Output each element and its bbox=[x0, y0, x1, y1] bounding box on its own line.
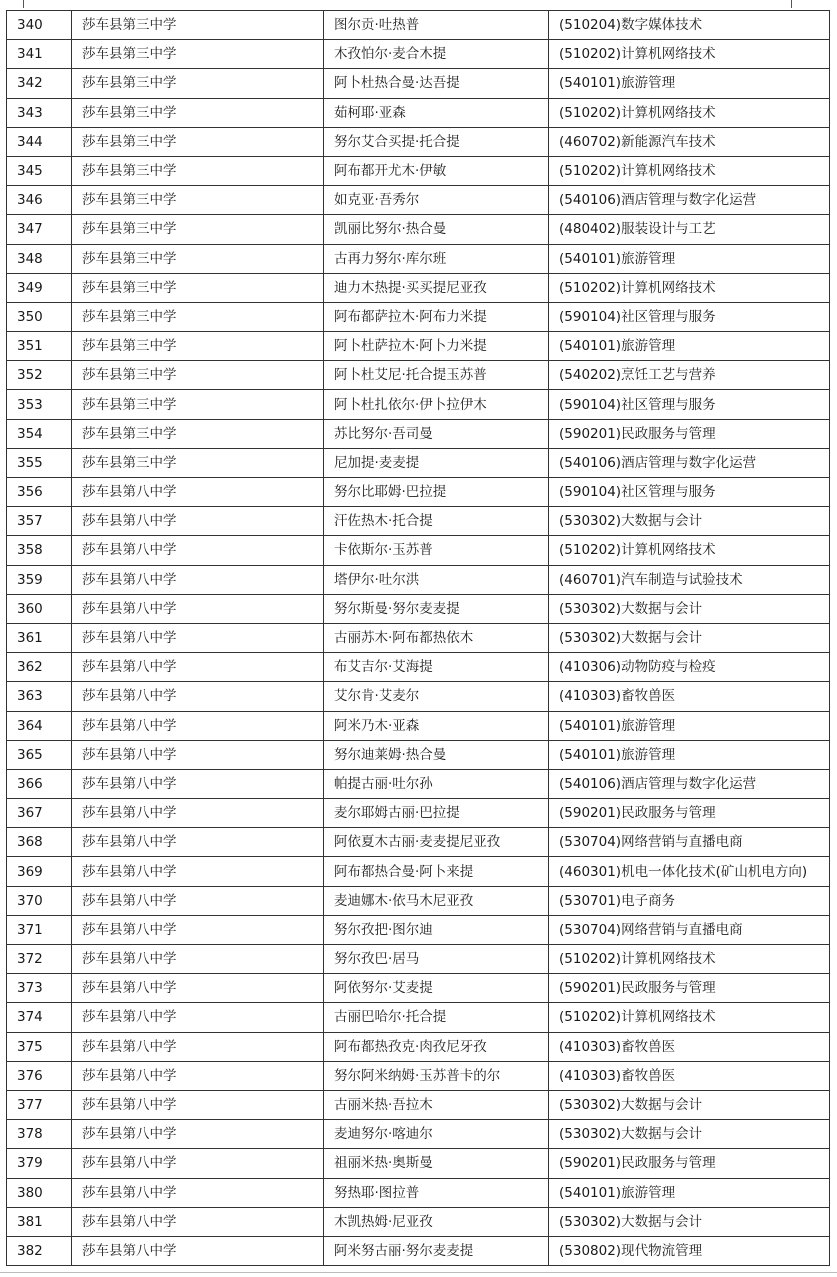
student-name-cell: 阿依夏木古丽·麦麦提尼亚孜 bbox=[324, 828, 549, 857]
roster-body bbox=[7, 11, 830, 1266]
school-name-cell: 莎车县第三中学 bbox=[72, 40, 324, 69]
table-row bbox=[7, 974, 830, 1003]
school-name-cell: 莎车县第三中学 bbox=[72, 127, 324, 156]
school-name-cell: 莎车县第八中学 bbox=[72, 974, 324, 1003]
student-name-cell: 尼加提·麦麦提 bbox=[324, 448, 549, 477]
school-name-cell: 莎车县第八中学 bbox=[72, 740, 324, 769]
school-name-cell: 莎车县第八中学 bbox=[72, 1090, 324, 1119]
student-name-cell: 阿布都热孜克·肉孜尼牙孜 bbox=[324, 1032, 549, 1061]
major-name-cell: (590201)民政服务与管理 bbox=[549, 799, 830, 828]
student-name-cell: 阿卜杜萨拉木·阿卜力米提 bbox=[324, 332, 549, 361]
school-name-cell: 莎车县第八中学 bbox=[72, 1207, 324, 1236]
table-row bbox=[7, 623, 830, 652]
student-name-cell: 努尔孜巴·居马 bbox=[324, 945, 549, 974]
row-number-cell: 340 bbox=[7, 11, 72, 40]
student-name-cell: 阿卜杜扎依尔·伊卜拉伊木 bbox=[324, 390, 549, 419]
row-number-cell: 361 bbox=[7, 623, 72, 652]
major-name-cell: (590201)民政服务与管理 bbox=[549, 419, 830, 448]
school-name-cell: 莎车县第三中学 bbox=[72, 302, 324, 331]
table-row bbox=[7, 273, 830, 302]
school-name-cell: 莎车县第八中学 bbox=[72, 1120, 324, 1149]
major-name-cell: (530302)大数据与会计 bbox=[549, 507, 830, 536]
student-name-cell: 古再力努尔·库尔班 bbox=[324, 244, 549, 273]
table-row bbox=[7, 1003, 830, 1032]
major-name-cell: (480402)服装设计与工艺 bbox=[549, 215, 830, 244]
student-name-cell: 帕提古丽·吐尔孙 bbox=[324, 769, 549, 798]
table-row bbox=[7, 594, 830, 623]
major-name-cell: (530704)网络营销与直播电商 bbox=[549, 828, 830, 857]
school-name-cell: 莎车县第八中学 bbox=[72, 1149, 324, 1178]
row-number-cell: 359 bbox=[7, 565, 72, 594]
row-number-cell: 364 bbox=[7, 711, 72, 740]
student-name-cell: 努尔孜把·图尔迪 bbox=[324, 915, 549, 944]
table-row bbox=[7, 419, 830, 448]
major-name-cell: (410303)畜牧兽医 bbox=[549, 1061, 830, 1090]
school-name-cell: 莎车县第八中学 bbox=[72, 1003, 324, 1032]
row-number-cell: 378 bbox=[7, 1120, 72, 1149]
student-name-cell: 麦尔耶姆古丽·巴拉提 bbox=[324, 799, 549, 828]
row-number-cell: 355 bbox=[7, 448, 72, 477]
student-name-cell: 阿布都萨拉木·阿布力米提 bbox=[324, 302, 549, 331]
major-name-cell: (590104)社区管理与服务 bbox=[549, 390, 830, 419]
major-name-cell: (590104)社区管理与服务 bbox=[549, 478, 830, 507]
row-number-cell: 376 bbox=[7, 1061, 72, 1090]
major-name-cell: (540101)旅游管理 bbox=[549, 244, 830, 273]
school-name-cell: 莎车县第八中学 bbox=[72, 711, 324, 740]
school-name-cell: 莎车县第八中学 bbox=[72, 799, 324, 828]
page-bottom-rule bbox=[0, 1272, 837, 1273]
student-name-cell: 汗佐热木·托合提 bbox=[324, 507, 549, 536]
student-name-cell: 努尔斯曼·努尔麦麦提 bbox=[324, 594, 549, 623]
table-row bbox=[7, 1061, 830, 1090]
row-number-cell: 367 bbox=[7, 799, 72, 828]
student-name-cell: 卡依斯尔·玉苏普 bbox=[324, 536, 549, 565]
school-name-cell: 莎车县第三中学 bbox=[72, 361, 324, 390]
school-name-cell: 莎车县第八中学 bbox=[72, 478, 324, 507]
row-number-cell: 381 bbox=[7, 1207, 72, 1236]
major-name-cell: (590104)社区管理与服务 bbox=[549, 302, 830, 331]
student-name-cell: 古丽苏木·阿布都热依木 bbox=[324, 623, 549, 652]
row-number-cell: 373 bbox=[7, 974, 72, 1003]
student-name-cell: 麦迪努尔·喀迪尔 bbox=[324, 1120, 549, 1149]
table-row bbox=[7, 302, 830, 331]
row-number-cell: 341 bbox=[7, 40, 72, 69]
row-number-cell: 372 bbox=[7, 945, 72, 974]
row-number-cell: 344 bbox=[7, 127, 72, 156]
major-name-cell: (530704)网络营销与直播电商 bbox=[549, 915, 830, 944]
student-name-cell: 阿米乃木·亚森 bbox=[324, 711, 549, 740]
student-name-cell: 图尔贡·吐热普 bbox=[324, 11, 549, 40]
student-name-cell: 麦迪娜木·依马木尼亚孜 bbox=[324, 886, 549, 915]
student-name-cell: 古丽巴哈尔·托合提 bbox=[324, 1003, 549, 1032]
major-name-cell: (540101)旅游管理 bbox=[549, 711, 830, 740]
student-name-cell: 阿布都热合曼·阿卜来提 bbox=[324, 857, 549, 886]
table-row bbox=[7, 478, 830, 507]
table-row bbox=[7, 1090, 830, 1119]
row-number-cell: 345 bbox=[7, 156, 72, 185]
student-name-cell: 祖丽米热·奥斯曼 bbox=[324, 1149, 549, 1178]
major-name-cell: (540101)旅游管理 bbox=[549, 1178, 830, 1207]
school-name-cell: 莎车县第三中学 bbox=[72, 186, 324, 215]
major-name-cell: (410303)畜牧兽医 bbox=[549, 1032, 830, 1061]
school-name-cell: 莎车县第三中学 bbox=[72, 98, 324, 127]
row-number-cell: 370 bbox=[7, 886, 72, 915]
row-number-cell: 369 bbox=[7, 857, 72, 886]
major-name-cell: (540101)旅游管理 bbox=[549, 332, 830, 361]
row-number-cell: 348 bbox=[7, 244, 72, 273]
major-name-cell: (540202)烹饪工艺与营养 bbox=[549, 361, 830, 390]
major-name-cell: (510202)计算机网络技术 bbox=[549, 40, 830, 69]
major-name-cell: (510202)计算机网络技术 bbox=[549, 536, 830, 565]
major-name-cell: (540101)旅游管理 bbox=[549, 740, 830, 769]
row-number-cell: 352 bbox=[7, 361, 72, 390]
row-number-cell: 360 bbox=[7, 594, 72, 623]
major-name-cell: (530302)大数据与会计 bbox=[549, 1207, 830, 1236]
table-row bbox=[7, 1236, 830, 1265]
major-name-cell: (410303)畜牧兽医 bbox=[549, 682, 830, 711]
table-row bbox=[7, 1032, 830, 1061]
table-row bbox=[7, 857, 830, 886]
major-name-cell: (540101)旅游管理 bbox=[549, 69, 830, 98]
student-name-cell: 阿卜杜热合曼·达吾提 bbox=[324, 69, 549, 98]
student-name-cell: 阿米努古丽·努尔麦麦提 bbox=[324, 1236, 549, 1265]
school-name-cell: 莎车县第八中学 bbox=[72, 1032, 324, 1061]
table-row bbox=[7, 361, 830, 390]
row-number-cell: 371 bbox=[7, 915, 72, 944]
row-number-cell: 368 bbox=[7, 828, 72, 857]
student-name-cell: 凯丽比努尔·热合曼 bbox=[324, 215, 549, 244]
table-row bbox=[7, 186, 830, 215]
major-name-cell: (460701)汽车制造与试验技术 bbox=[549, 565, 830, 594]
major-name-cell: (530802)现代物流管理 bbox=[549, 1236, 830, 1265]
row-number-cell: 375 bbox=[7, 1032, 72, 1061]
table-row bbox=[7, 769, 830, 798]
table-row bbox=[7, 156, 830, 185]
school-name-cell: 莎车县第三中学 bbox=[72, 390, 324, 419]
row-number-cell: 351 bbox=[7, 332, 72, 361]
row-number-cell: 356 bbox=[7, 478, 72, 507]
row-number-cell: 365 bbox=[7, 740, 72, 769]
major-name-cell: (540106)酒店管理与数字化运营 bbox=[549, 769, 830, 798]
row-number-cell: 358 bbox=[7, 536, 72, 565]
table-row bbox=[7, 215, 830, 244]
row-number-cell: 374 bbox=[7, 1003, 72, 1032]
table-row bbox=[7, 507, 830, 536]
major-name-cell: (530302)大数据与会计 bbox=[549, 594, 830, 623]
major-name-cell: (410306)动物防疫与检疫 bbox=[549, 653, 830, 682]
table-row bbox=[7, 11, 830, 40]
school-name-cell: 莎车县第八中学 bbox=[72, 594, 324, 623]
school-name-cell: 莎车县第三中学 bbox=[72, 448, 324, 477]
school-name-cell: 莎车县第三中学 bbox=[72, 215, 324, 244]
major-name-cell: (460301)机电一体化技术(矿山机电方向) bbox=[549, 857, 830, 886]
major-name-cell: (460702)新能源汽车技术 bbox=[549, 127, 830, 156]
major-name-cell: (540106)酒店管理与数字化运营 bbox=[549, 448, 830, 477]
school-name-cell: 莎车县第八中学 bbox=[72, 1236, 324, 1265]
row-number-cell: 346 bbox=[7, 186, 72, 215]
row-number-cell: 380 bbox=[7, 1178, 72, 1207]
student-name-cell: 努尔迪莱姆·热合曼 bbox=[324, 740, 549, 769]
school-name-cell: 莎车县第三中学 bbox=[72, 69, 324, 98]
table-row bbox=[7, 1178, 830, 1207]
table-row bbox=[7, 98, 830, 127]
table-row bbox=[7, 1120, 830, 1149]
table-row bbox=[7, 448, 830, 477]
major-name-cell: (510204)数字媒体技术 bbox=[549, 11, 830, 40]
table-row bbox=[7, 886, 830, 915]
major-name-cell: (590201)民政服务与管理 bbox=[549, 974, 830, 1003]
row-number-cell: 350 bbox=[7, 302, 72, 331]
table-row bbox=[7, 945, 830, 974]
row-number-cell: 349 bbox=[7, 273, 72, 302]
table-row bbox=[7, 653, 830, 682]
school-name-cell: 莎车县第八中学 bbox=[72, 623, 324, 652]
table-row bbox=[7, 40, 830, 69]
row-number-cell: 347 bbox=[7, 215, 72, 244]
student-name-cell: 努尔艾合买提·托合提 bbox=[324, 127, 549, 156]
row-number-cell: 362 bbox=[7, 653, 72, 682]
table-row bbox=[7, 915, 830, 944]
school-name-cell: 莎车县第八中学 bbox=[72, 886, 324, 915]
school-name-cell: 莎车县第八中学 bbox=[72, 682, 324, 711]
major-name-cell: (530701)电子商务 bbox=[549, 886, 830, 915]
row-number-cell: 343 bbox=[7, 98, 72, 127]
table-row bbox=[7, 1207, 830, 1236]
student-name-cell: 古丽米热·吾拉木 bbox=[324, 1090, 549, 1119]
school-name-cell: 莎车县第八中学 bbox=[72, 828, 324, 857]
student-name-cell: 阿依努尔·艾麦提 bbox=[324, 974, 549, 1003]
page-top-crop-marks bbox=[0, 0, 837, 10]
student-name-cell: 木孜怕尔·麦合木提 bbox=[324, 40, 549, 69]
table-row bbox=[7, 828, 830, 857]
school-name-cell: 莎车县第八中学 bbox=[72, 915, 324, 944]
student-name-cell: 努热耶·图拉普 bbox=[324, 1178, 549, 1207]
major-name-cell: (540106)酒店管理与数字化运营 bbox=[549, 186, 830, 215]
table-row bbox=[7, 682, 830, 711]
major-name-cell: (510202)计算机网络技术 bbox=[549, 273, 830, 302]
table-row bbox=[7, 244, 830, 273]
school-name-cell: 莎车县第三中学 bbox=[72, 419, 324, 448]
row-number-cell: 357 bbox=[7, 507, 72, 536]
school-name-cell: 莎车县第八中学 bbox=[72, 857, 324, 886]
student-name-cell: 阿卜杜艾尼·托合提玉苏普 bbox=[324, 361, 549, 390]
row-number-cell: 342 bbox=[7, 69, 72, 98]
student-name-cell: 努尔比耶姆·巴拉提 bbox=[324, 478, 549, 507]
crop-mark bbox=[791, 0, 792, 8]
major-name-cell: (530302)大数据与会计 bbox=[549, 623, 830, 652]
admission-roster-table bbox=[6, 10, 830, 1266]
school-name-cell: 莎车县第三中学 bbox=[72, 11, 324, 40]
major-name-cell: (590201)民政服务与管理 bbox=[549, 1149, 830, 1178]
school-name-cell: 莎车县第八中学 bbox=[72, 565, 324, 594]
major-name-cell: (510202)计算机网络技术 bbox=[549, 98, 830, 127]
table-row bbox=[7, 332, 830, 361]
student-name-cell: 努尔阿米纳姆·玉苏普卡的尔 bbox=[324, 1061, 549, 1090]
school-name-cell: 莎车县第三中学 bbox=[72, 273, 324, 302]
table-row bbox=[7, 390, 830, 419]
table-row bbox=[7, 711, 830, 740]
school-name-cell: 莎车县第八中学 bbox=[72, 1061, 324, 1090]
major-name-cell: (510202)计算机网络技术 bbox=[549, 945, 830, 974]
table-row bbox=[7, 799, 830, 828]
crop-mark bbox=[23, 0, 24, 8]
school-name-cell: 莎车县第八中学 bbox=[72, 769, 324, 798]
school-name-cell: 莎车县第八中学 bbox=[72, 507, 324, 536]
major-name-cell: (510202)计算机网络技术 bbox=[549, 1003, 830, 1032]
student-name-cell: 如克亚·吾秀尔 bbox=[324, 186, 549, 215]
school-name-cell: 莎车县第三中学 bbox=[72, 332, 324, 361]
school-name-cell: 莎车县第三中学 bbox=[72, 156, 324, 185]
school-name-cell: 莎车县第三中学 bbox=[72, 244, 324, 273]
school-name-cell: 莎车县第八中学 bbox=[72, 945, 324, 974]
major-name-cell: (530302)大数据与会计 bbox=[549, 1120, 830, 1149]
row-number-cell: 382 bbox=[7, 1236, 72, 1265]
school-name-cell: 莎车县第八中学 bbox=[72, 1178, 324, 1207]
table-row bbox=[7, 1149, 830, 1178]
row-number-cell: 366 bbox=[7, 769, 72, 798]
student-name-cell: 迪力木热提·买买提尼亚孜 bbox=[324, 273, 549, 302]
student-name-cell: 阿布都开尤木·伊敏 bbox=[324, 156, 549, 185]
major-name-cell: (530302)大数据与会计 bbox=[549, 1090, 830, 1119]
student-name-cell: 茹柯耶·亚森 bbox=[324, 98, 549, 127]
major-name-cell: (510202)计算机网络技术 bbox=[549, 156, 830, 185]
student-name-cell: 苏比努尔·吾司曼 bbox=[324, 419, 549, 448]
row-number-cell: 377 bbox=[7, 1090, 72, 1119]
school-name-cell: 莎车县第八中学 bbox=[72, 653, 324, 682]
row-number-cell: 363 bbox=[7, 682, 72, 711]
student-name-cell: 布艾吉尔·艾海提 bbox=[324, 653, 549, 682]
row-number-cell: 353 bbox=[7, 390, 72, 419]
student-name-cell: 木凯热姆·尼亚孜 bbox=[324, 1207, 549, 1236]
student-name-cell: 艾尔肯·艾麦尔 bbox=[324, 682, 549, 711]
table-row bbox=[7, 69, 830, 98]
school-name-cell: 莎车县第八中学 bbox=[72, 536, 324, 565]
row-number-cell: 354 bbox=[7, 419, 72, 448]
table-row bbox=[7, 127, 830, 156]
student-name-cell: 塔伊尔·吐尔洪 bbox=[324, 565, 549, 594]
table-row bbox=[7, 536, 830, 565]
table-row bbox=[7, 565, 830, 594]
row-number-cell: 379 bbox=[7, 1149, 72, 1178]
table-row bbox=[7, 740, 830, 769]
